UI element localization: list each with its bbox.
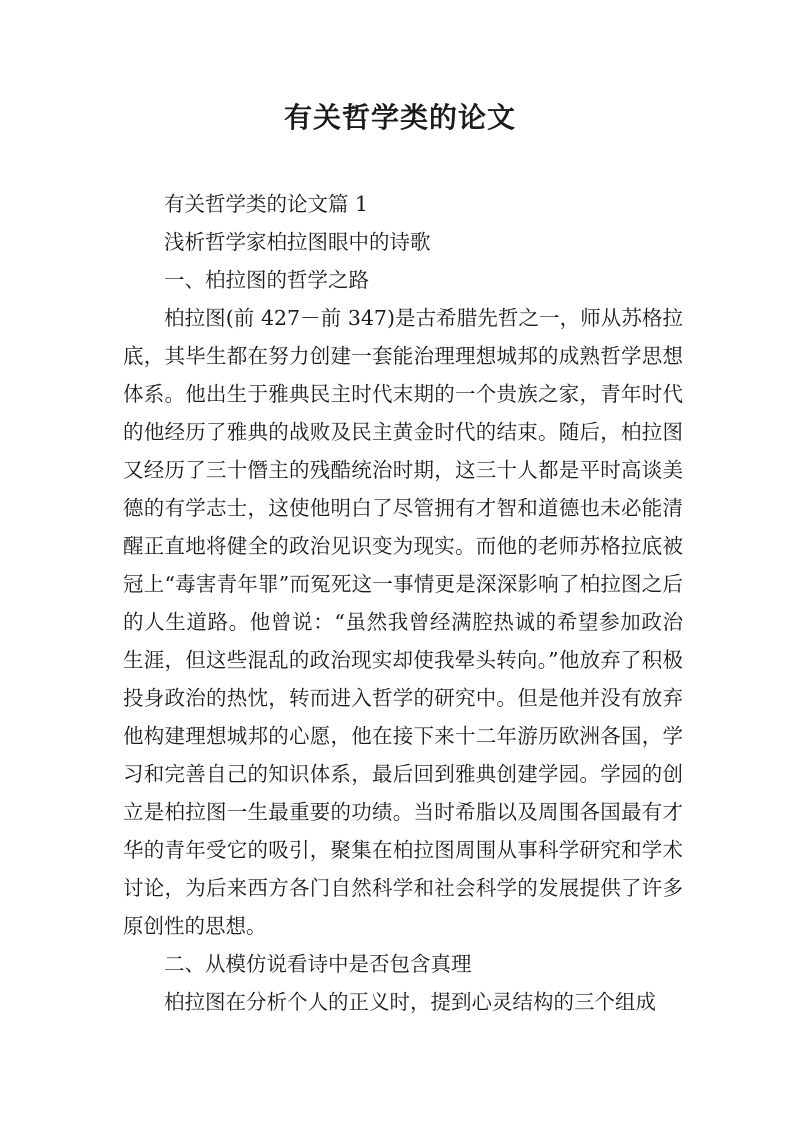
document-title: 有关哲学类的论文	[283, 101, 516, 134]
body-paragraph: 柏拉图在分析个人的正义时，提到心灵结构的三个组成	[164, 990, 656, 1014]
subsection-heading: 二、从模仿说看诗中是否包含真理	[164, 952, 472, 976]
section-heading: 有关哲学类的论文篇 1	[164, 192, 369, 216]
body-paragraph: 柏拉图(前 427－前 347)是古希腊先哲之一，师从苏格拉底，其毕生都在努力创建一套能治理理想城邦的成熟哲学思想体系。他出生于雅典民主时代末期的一个贵族之家，青年时代的他经历了雅典的战败及民主黄金时代的结束。随后，柏拉图又经历了三十僭主的残酷统治时期，这三十人都是平时高谈美德的有学志士，这使他明白了尽管拥有才智和道德也未必能清醒正直地将健全的政治见识变为现实。而他的老师苏格拉底被冠上“毒害青年罪”而冤死这一事情更是深深影响了柏拉图之后的人生道路。他曾说：“虽然我曾经满腔热诚的希望参加政治生涯，但这些混乱的政治现实却使我晕头转向。”他放弃了积极投身政治的热忱，转而进入哲学的研究中。但是他并没有放弃他构建理想城邦的心愿，他在接下来十二年游历欧洲各国，学习和完善自己的知识体系，最后回到雅典创建学园。学园的创立是柏拉图一生最重要的功绩。当时希脂以及周围各国最有才华的青年受它的吸引，聚集在柏拉图周围从事科学研究和学术讨论，为后来西方各门自然科学和社会科学的发展提供了许多原创性的思想。	[123, 306, 683, 938]
article-title: 浅析哲学家柏拉图眼中的诗歌	[164, 230, 431, 254]
document-body	[123, 185, 683, 1021]
subsection-heading: 一、柏拉图的哲学之路	[164, 268, 369, 292]
